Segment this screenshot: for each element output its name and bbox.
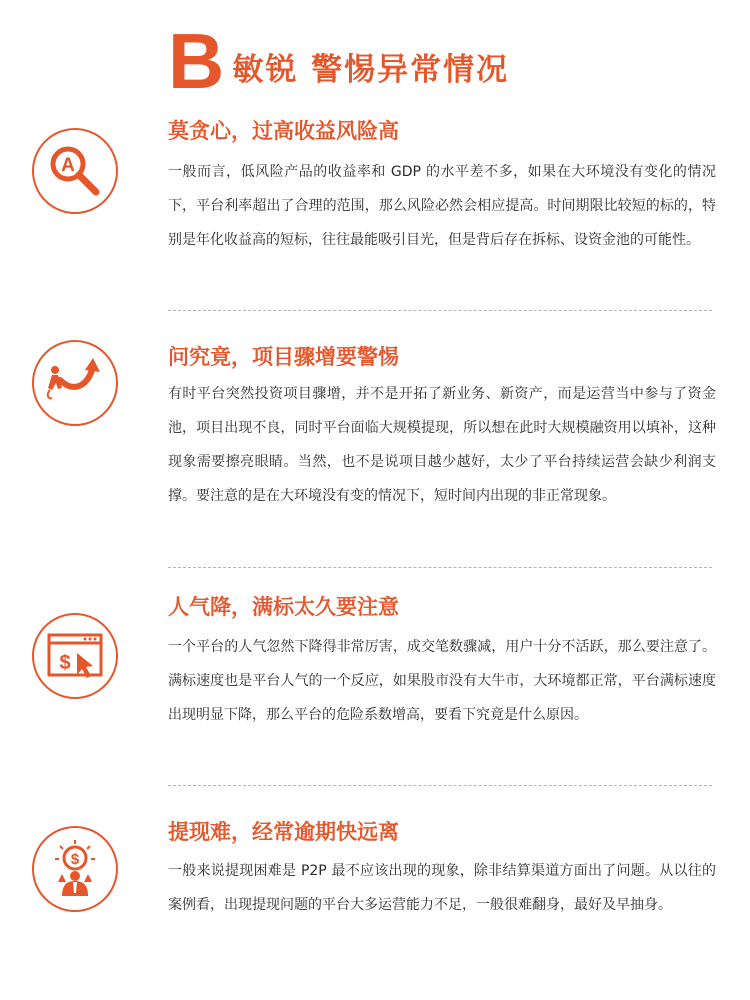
browser-dollar-cursor-icon: [32, 613, 118, 699]
divider: [168, 785, 712, 786]
section-body: 一个平台的人气忽然下降得非常厉害，成交笔数骤减，用户十分不活跃，那么要注意了。满标速度也是平台人气的一个反应，如果股市没有大牛市，大环境都正常，平台满标速度出现明显下降，那么平台的危险系数增高，要看下究竟是什么原因。: [168, 639, 716, 723]
svg-text:$: $: [70, 851, 80, 868]
divider: [168, 310, 712, 311]
divider: [168, 567, 712, 568]
section-title: 提现难，经常逾期快远离: [168, 820, 399, 844]
magnifier-a-icon: [32, 128, 118, 214]
section-title: 人气降，满标太久要注意: [168, 595, 399, 619]
svg-text:A: A: [61, 155, 75, 176]
man-pulling-arrow-icon: [32, 340, 118, 426]
page-title: 敏锐 警惕异常情况: [232, 51, 510, 88]
businessman-dollar-bulb-icon: [32, 826, 118, 912]
section-letter: B: [168, 17, 223, 105]
page-header: [168, 17, 510, 105]
section-body: 一般来说提现困难是 P2P 最不应该出现的现象，除非结算渠道方面出了问题。从以往的案例看，出现提现问题的平台大多运营能力不足，一般很难翻身，最好及早抽身。: [168, 863, 716, 913]
section-body: 有时平台突然投资项目骤增，并不是开拓了新业务、新资产，而是运营当中参与了资金池，项目出现不良，同时平台面临大规模提现，所以想在此时大规模融资用以填补，这种现象需要擦亮眼睛。当然，也不是说项目越少越好，太少了平台持续运营会缺少利润支撑。要注意的是在大环境没有变的情况下，短时间内出现的非正常现象。: [168, 386, 716, 504]
section-title: 莫贪心，过高收益风险高: [168, 119, 399, 143]
svg-text:$: $: [59, 652, 71, 674]
section-body: 一般而言，低风险产品的收益率和 GDP 的水平差不多，如果在大环境没有变化的情况下，平台利率超出了合理的范围，那么风险必然会相应提高。时间期限比较短的标的，特别是年化收益高的短标，往往最能吸引目光，但是背后存在拆标、设资金池的可能性。: [168, 164, 716, 248]
section-title: 问究竟，项目骤增要警惕: [168, 345, 399, 369]
